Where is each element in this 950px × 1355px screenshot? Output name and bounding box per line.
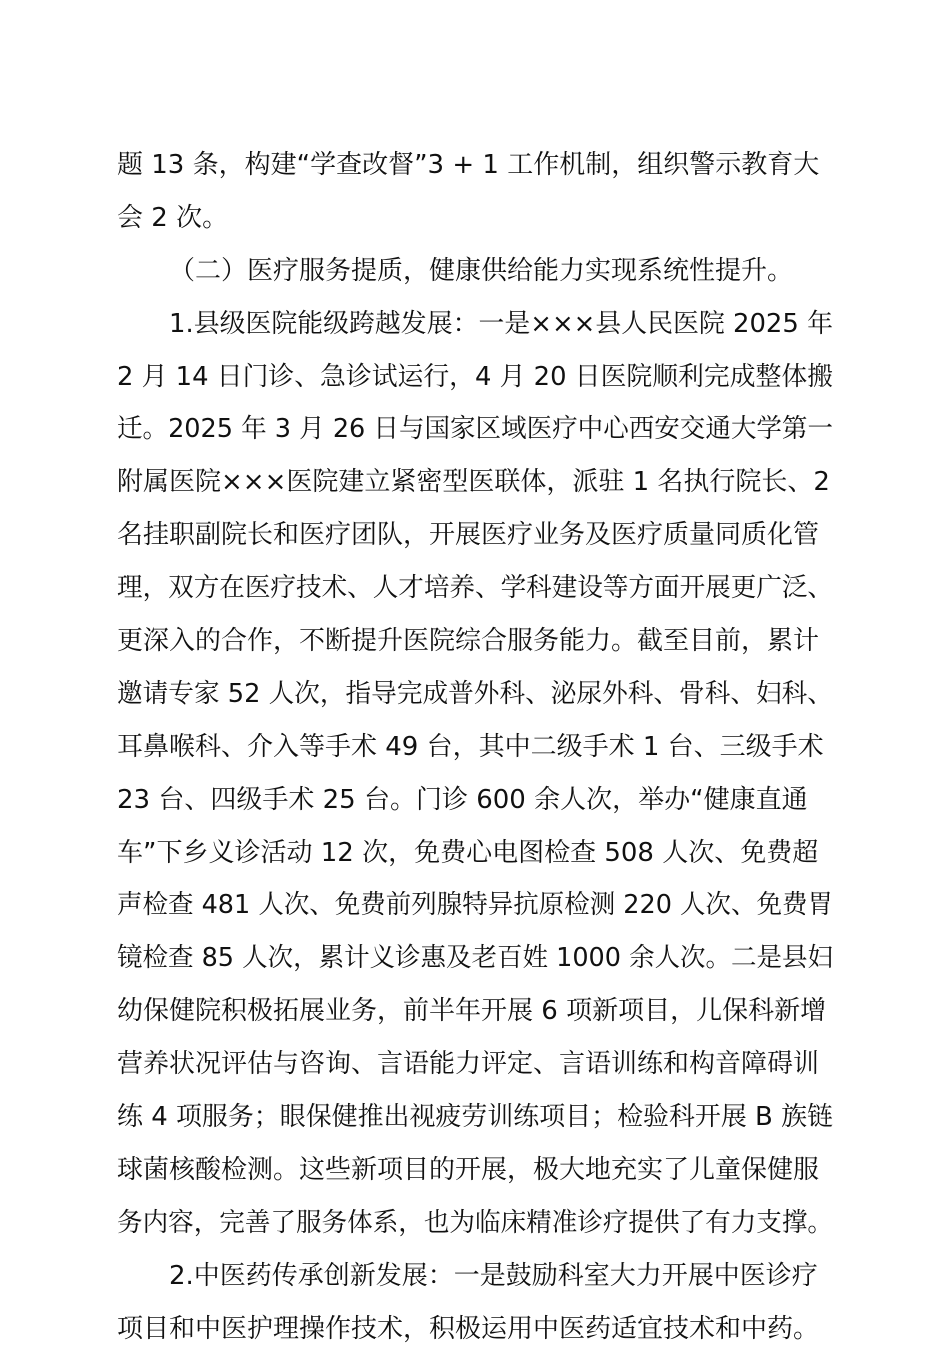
text-line: 2 月 14 日门诊、急诊试运行，4 月 20 日医院顺利完成整体搬 [117, 361, 833, 392]
text-line: 声检查 481 人次、免费前列腺特异抗原检测 220 人次、免费胃 [117, 890, 833, 921]
text-line: 营养状况评估与咨询、言语能力评定、言语训练和构音障碍训 [117, 1049, 820, 1080]
text-line: 邀请专家 52 人次，指导完成普外科、泌尿外科、骨科、妇科、 [117, 678, 833, 709]
text-line: （二）医疗服务提质，健康供给能力实现系统性提升。 [169, 255, 794, 286]
text-line: 附属医院×××医院建立紧密型医联体，派驻 1 名执行院长、2 [117, 467, 830, 498]
text-line: 2.中医药传承创新发展：一是鼓励科室大力开展中医诊疗 [169, 1260, 818, 1291]
text-line: 练 4 项服务；眼保健推出视疲劳训练项目；检验科开展 B 族链 [117, 1102, 833, 1133]
text-line: 车”下乡义诊活动 12 次，免费心电图检查 508 人次、免费超 [117, 837, 819, 868]
document-body [117, 139, 833, 1355]
text-line: 球菌核酸检测。这些新项目的开展，极大地充实了儿童保健服 [117, 1154, 820, 1185]
text-line: 更深入的合作，不断提升医院综合服务能力。截至目前，累计 [117, 626, 820, 657]
text-line: 会 2 次。 [117, 202, 229, 233]
text-line: 理，双方在医疗技术、人才培养、学科建设等方面开展更广泛、 [117, 573, 833, 604]
text-line: 项目和中医护理操作技术，积极运用中医药适宜技术和中药。 [117, 1313, 820, 1344]
text-line: 镜检查 85 人次，累计义诊惠及老百姓 1000 余人次。二是县妇 [117, 943, 833, 974]
text-line: 1.县级医院能级跨越发展：一是×××县人民医院 2025 年 [169, 308, 833, 339]
text-line: 23 台、四级手术 25 台。门诊 600 余人次，举办“健康直通 [117, 784, 808, 815]
text-line: 幼保健院积极拓展业务，前半年开展 6 项新项目，儿保科新增 [117, 996, 827, 1027]
text-line: 名挂职副院长和医疗团队，开展医疗业务及医疗质量同质化管 [117, 520, 820, 551]
text-line: 务内容，完善了服务体系，也为临床精准诊疗提供了有力支撑。 [117, 1207, 833, 1238]
text-line: 耳鼻喉科、介入等手术 49 台，其中二级手术 1 台、三级手术 [117, 731, 824, 762]
text-line: 迁。2025 年 3 月 26 日与国家区域医疗中心西安交通大学第一 [117, 414, 833, 445]
text-line: 题 13 条，构建“学查改督”3 + 1 工作机制，组织警示教育大 [117, 150, 820, 180]
